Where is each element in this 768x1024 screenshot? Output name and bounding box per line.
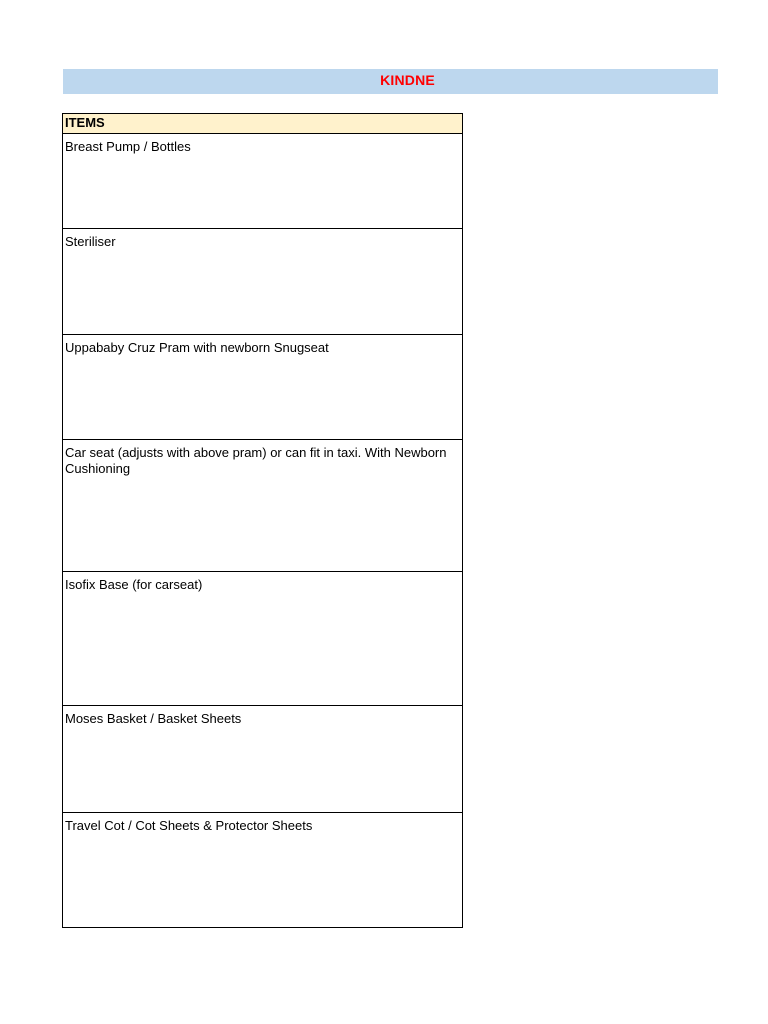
items-column-header: ITEMS: [63, 114, 463, 134]
item-cell: Travel Cot / Cot Sheets & Protector Sheets: [63, 813, 463, 928]
table-row: [63, 706, 463, 813]
table-row: [63, 335, 463, 440]
table-row: [63, 134, 463, 229]
item-cell: Steriliser: [63, 229, 463, 335]
item-cell: Uppababy Cruz Pram with newborn Snugseat: [63, 335, 463, 440]
item-cell: Moses Basket / Basket Sheets: [63, 706, 463, 813]
items-table: [62, 113, 463, 928]
item-cell: Car seat (adjusts with above pram) or can fit in taxi. With Newborn Cushioning: [63, 440, 463, 572]
table-row: [63, 813, 463, 928]
table-header-row: [63, 114, 463, 134]
item-cell: Isofix Base (for carseat): [63, 572, 463, 706]
table-row: [63, 572, 463, 706]
item-cell: Breast Pump / Bottles: [63, 134, 463, 229]
table-row: [63, 440, 463, 572]
table-row: [63, 229, 463, 335]
page-title: KINDNE: [380, 71, 435, 88]
title-bar: [63, 69, 718, 94]
